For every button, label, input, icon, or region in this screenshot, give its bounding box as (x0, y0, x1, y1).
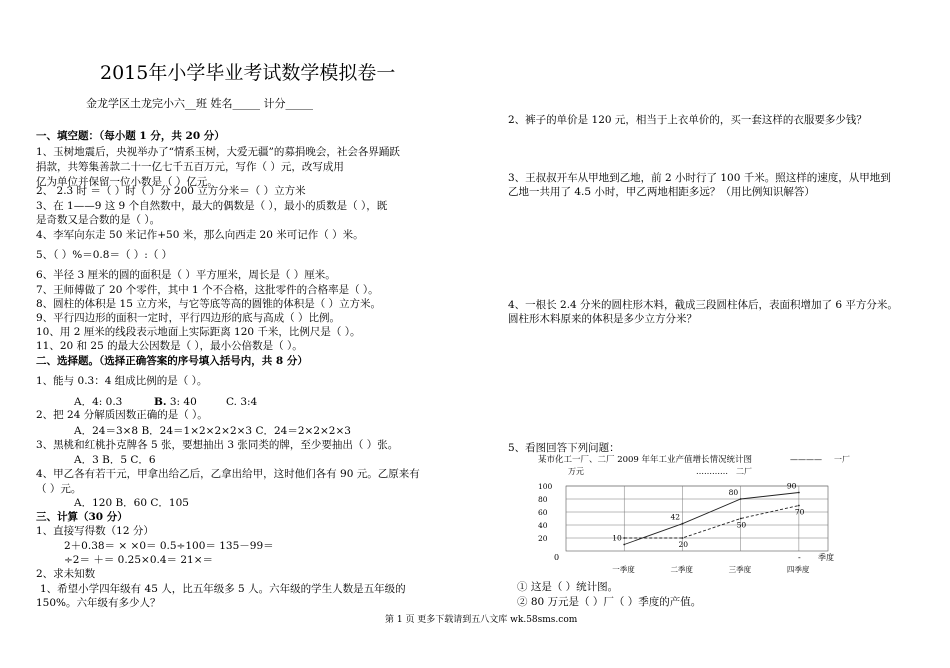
choice-question: 4、甲乙各有若干元，甲拿出给乙后，乙拿出给甲，这时他们各有 90 元。乙原来有 (36, 468, 420, 480)
data-label: 42 (670, 512, 680, 522)
data-point (740, 518, 742, 520)
option-b-text: 3: 40 (166, 396, 197, 408)
fill-line: 4、李军向东走 50 米记作+50 米，那么向西走 20 米可记作（ ）米。 (36, 229, 364, 241)
page-title: 2015年小学毕业考试数学模拟卷一 (100, 62, 396, 84)
chart-question: ② 80 万元是（ ）厂（ ）季度的产值。 (517, 596, 702, 608)
fill-line: 10、用 2 厘米的线段表示地面上实际距离 120 千米，比例尺是（ ）。 (36, 326, 361, 338)
choice-question: 2、把 24 分解质因数正确的是（ ）。 (36, 409, 208, 421)
student-info-line: 金龙学区土龙完小六__班 姓名_____ 计分_____ (86, 97, 313, 110)
word-problem: 2、裤子的单价是 120 元，相当于上衣单价的，买一套这样的衣服要多少钱？ (508, 114, 867, 126)
x-tick-label: 二季度 (670, 565, 693, 574)
data-label: 10 (612, 533, 622, 543)
fill-line: 7、王师傅做了 20 个零件，其中 1 个不合格，这批零件的合格率是（ ）。 (36, 284, 379, 296)
legend-solid-symbol: ———— (790, 455, 822, 464)
page-footer: 第 1 页 更多下载请到五八文库 wk.58sms.com (385, 615, 578, 625)
fill-line: 捐款，共筹集善款二十一亿七千五百万元，写作（ ）元，改写成用 (36, 161, 344, 173)
data-point (798, 505, 800, 507)
word-problem-cont: 圆柱形木料原来的体积是多少立方分米？ (508, 313, 697, 325)
plot-frame (566, 486, 828, 551)
data-label: 50 (736, 520, 747, 530)
word-problem: 5、看图回答下列问题： (508, 442, 620, 454)
data-point (798, 492, 800, 494)
choice-options: A．120 B．60 C．105 (74, 497, 189, 509)
word-problem-cont: 150%。六年级有多少人？ (36, 597, 161, 609)
fill-line: 1、玉树地震后，央视举办了“情系玉树，大爱无疆”的募捐晚会，社会各界踊跃 (36, 146, 400, 158)
calc-row: 2＋0.38＝ × ×0＝ 0.5÷100＝ 135－99＝ (64, 540, 274, 552)
fill-line: 8、圆柱的体积是 15 立方米，与它等底等高的圆锥的体积是（ ）立方米。 (36, 298, 382, 310)
fill-line: 2、 2.3 时 ＝（ ）时（ ）分 200 立方分米＝（ ）立方米 (36, 185, 306, 197)
section1-heading: 一、填空题：（每小题 1 分，共 20 分） (36, 130, 225, 142)
line-chart (510, 450, 850, 580)
fill-line: 11、20 和 25 的最大公因数是（ ），最小公倍数是（ ）。 (36, 340, 303, 352)
fill-line: 亿为单位并保留一位小数是（ ）亿元。 (36, 176, 218, 188)
choice-question: 1、能与 0.3：4 组成比例的是（ ）。 (36, 375, 208, 387)
word-problem: 3、王叔叔开车从甲地到乙地，前 2 小时行了 100 千米。照这样的速度，从甲地到 (508, 172, 891, 184)
choice-question-cont: （ ）元。 (36, 483, 82, 495)
x-tick-label: 一季度 (612, 565, 635, 574)
x-axis-label: 季度 (818, 553, 834, 562)
data-point (623, 537, 625, 539)
choice-options: A．24＝3×8 B．24＝1×2×2×2×3 C．24＝2×2×2×3 (74, 425, 351, 437)
fill-line: 是奇数又是合数的是（ ）。 (36, 214, 161, 226)
choice-question: 3、黑桃和红桃扑克牌各 5 张，要想抽出 3 张同类的牌，至少要抽出（ ）张。 (36, 439, 399, 451)
origin-label: 0 (554, 553, 560, 562)
y-tick-label: 60 (538, 508, 548, 517)
fill-line: 6、半径 3 厘米的圆的面积是（ ）平方厘米，周长是（ ）厘米。 (36, 269, 336, 281)
chart-title: 某市化工一厂、二厂 2009 年年工业产值增长情况统计图 (538, 455, 753, 465)
y-tick-label: 100 (538, 482, 553, 491)
x-tick-label: 四季度 (786, 565, 810, 574)
section2-heading: 二、选择题。（选择正确答案的序号填入括号内，共 8 分） (36, 355, 308, 367)
data-label: 70 (794, 507, 805, 517)
legend-label-1: 一厂 (834, 455, 850, 464)
data-point (623, 544, 625, 546)
y-tick-label: 80 (538, 495, 548, 504)
legend-label-2: 二厂 (736, 467, 752, 476)
word-problem-cont: 乙地一共用了 4.5 小时，甲乙两地相距多远？（用比例知识解答） (508, 186, 815, 198)
legend-dotted-symbol: ………… (696, 467, 728, 476)
fill-line: 3、在 1——9 这 9 个自然数中，最大的偶数是（ ），最小的质数是（ ），既 (36, 200, 388, 212)
series-line (624, 506, 799, 539)
x-tick-label: 三季度 (728, 565, 752, 574)
y-tick-label: 20 (538, 534, 548, 543)
word-problem: 4、一根长 2.4 分米的圆柱形木料，截成三段圆柱体后，表面积增加了 6 平方分米。 (508, 299, 898, 311)
data-point (682, 523, 684, 525)
option-b-label: B. (154, 396, 167, 408)
y-axis-label: 万元 (568, 467, 584, 476)
fill-line: 9、平行四边形的面积一定时，平行四边形的底与高成（ ）比例。 (36, 312, 341, 324)
chart-question: ① 这是（ ）统计图。 (517, 581, 619, 593)
data-label: 80 (728, 488, 739, 497)
calc-subheading: 2、求未知数 (36, 568, 96, 580)
data-point (682, 537, 684, 539)
data-label: 20 (678, 540, 688, 549)
choice-option (154, 395, 197, 409)
x-end-mark: - (798, 553, 801, 562)
series-line (624, 493, 799, 545)
choice-options: A．3 B．5 C．6 (74, 454, 156, 466)
choice-option: A．4: 0.3 (74, 396, 123, 408)
calc-row: ÷2＝ ＋＝ 0.25×0.4＝ 21×＝ (64, 554, 214, 566)
calc-subheading: 1、直接写得数（12 分） (36, 525, 154, 537)
fill-line: 5、（ ）%＝0.8＝（ ）:（ ） (36, 249, 173, 261)
data-label: 90 (786, 481, 797, 491)
data-point (740, 498, 742, 500)
word-problem: 1、希望小学四年级有 45 人，比五年级多 5 人。六年级的学生人数是五年级的 (40, 583, 406, 595)
y-tick-label: 40 (538, 521, 548, 530)
section3-heading: 三、计算（30 分） (36, 511, 128, 523)
choice-option: C. 3:4 (226, 396, 258, 408)
